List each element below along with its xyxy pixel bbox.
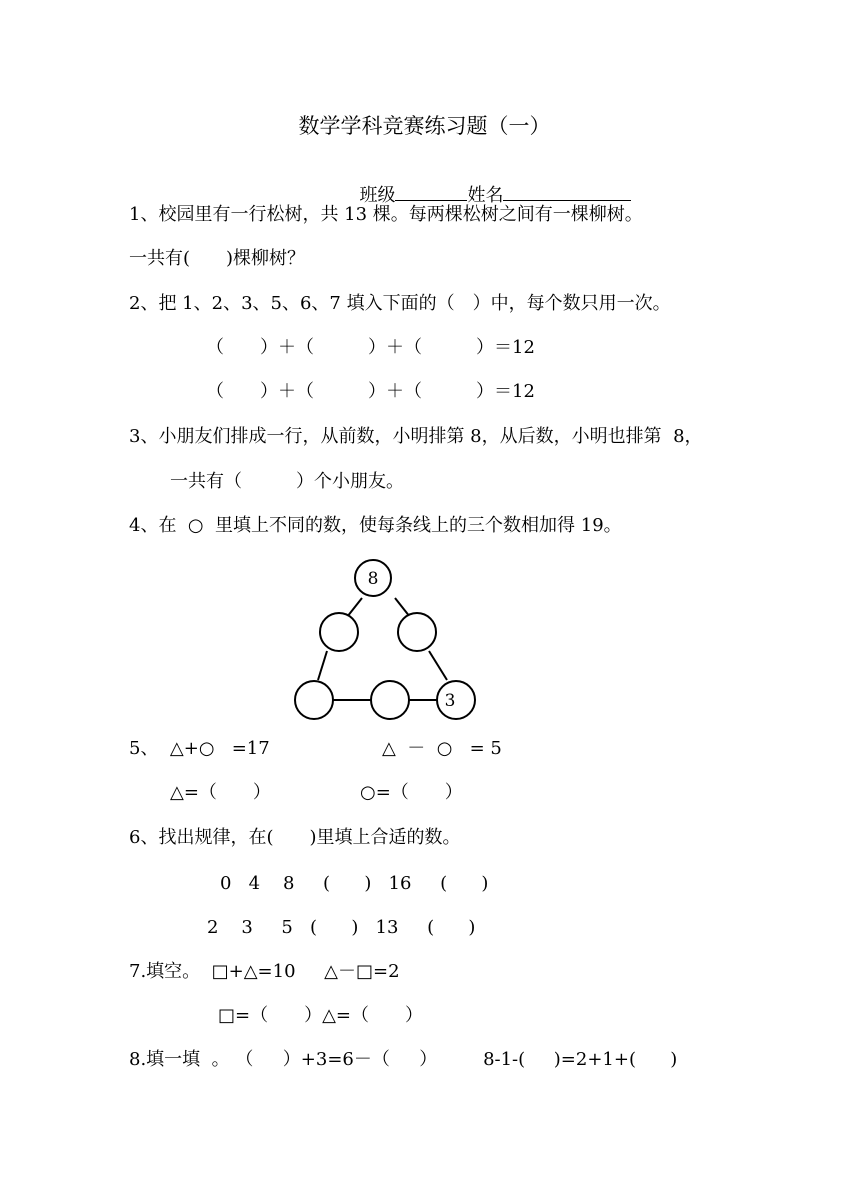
page-title: 数学学科竞赛练习题（一） [298, 114, 551, 138]
q7-text: 7.填空。 □+△=10 △－□=2 [129, 961, 400, 982]
q6-sequence-2: 2 3 5 ( ) 13 ( ) [207, 917, 476, 938]
name-blank[interactable] [503, 182, 631, 201]
q1-answer-line: 一共有( )棵柳树？ [129, 248, 306, 269]
q1-text: 1、校园里有一行松树，共 13 棵。每两棵松树之间有一棵柳树。 [129, 204, 643, 225]
q5-equation-left: 5、 △+○ =17 [129, 738, 270, 759]
q5-equation-right: △ － ○ = 5 [382, 738, 502, 759]
q2-equation-1: （ ）＋（ ）＋（ ）＝12 [206, 337, 535, 358]
triangle-circle-diagram [290, 555, 490, 725]
q6-text: 6、找出规律，在( )里填上合适的数。 [129, 827, 461, 848]
diagram-edge [395, 598, 410, 617]
q3-text: 3、小朋友们排成一行，从前数，小明排第 8，从后数，小明也排第 8， [129, 426, 703, 447]
q7-answer-line: □=（ ）△=（ ） [218, 1005, 424, 1026]
q4-text: 4、在 ○ 里填上不同的数，使每条线上的三个数相加得 19。 [129, 515, 622, 536]
class-label: 班级 [359, 185, 396, 206]
circle-bottom-right-value: 3 [444, 691, 456, 711]
q6-sequence-1: 0 4 8 ( ) 16 ( ) [220, 873, 489, 894]
circle-mid-left[interactable] [320, 613, 358, 651]
circle-top-value: 8 [367, 569, 379, 589]
q2-text: 2、把 1、2、3、5、6、7 填入下面的（ ）中，每个数只用一次。 [129, 293, 671, 314]
q5-answer-right: ○=（ ） [360, 782, 463, 803]
circle-bottom-left[interactable] [295, 681, 333, 719]
circle-bottom-right[interactable] [437, 681, 475, 719]
q8-text: 8.填一填 。 （ ）+3=6－（ ） 8-1-( )=2+1+( ) [129, 1049, 678, 1070]
q5-answer-left: △=（ ） [170, 782, 271, 803]
q2-equation-2: （ ）＋（ ）＋（ ）＝12 [206, 381, 535, 402]
circle-bottom-middle[interactable] [371, 681, 409, 719]
class-blank[interactable] [395, 182, 467, 201]
q3-answer-line: 一共有（ ）个小朋友。 [170, 471, 404, 492]
diagram-edge [347, 598, 362, 617]
header-info [348, 158, 631, 208]
diagram-edge [429, 651, 447, 680]
circle-mid-right[interactable] [398, 613, 436, 651]
name-label: 姓名 [467, 185, 504, 206]
diagram-edge [318, 651, 327, 680]
